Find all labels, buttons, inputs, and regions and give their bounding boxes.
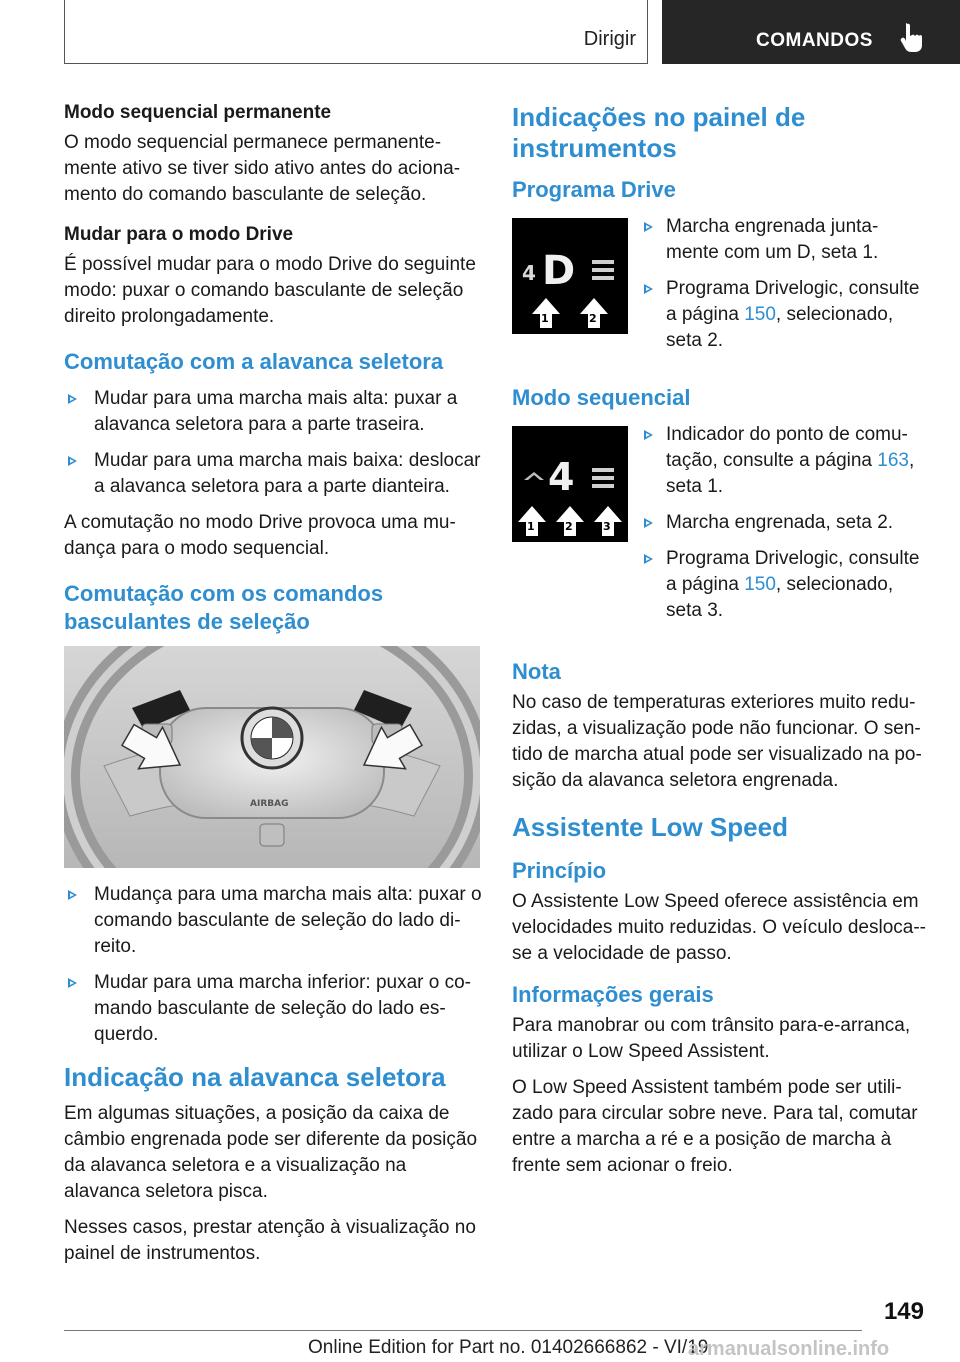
list-paddles xyxy=(64,882,482,1048)
heading-principle: Princípio xyxy=(512,858,607,883)
page-link[interactable]: 150 xyxy=(744,304,776,325)
heading-general-info: Informações gerais xyxy=(512,982,714,1007)
page-number: 149 xyxy=(883,1298,924,1325)
list-sequential-mode xyxy=(640,422,928,634)
paragraph-general-info-2: O Low Speed Assistent também pode ser utili-zado para circular sobre neve. Para tal, comutar entre a marcha a ré e a posição de marcha à frente sem acionar o freio. xyxy=(512,1077,918,1176)
chapter-tab[interactable] xyxy=(662,0,960,64)
triangle-bullet-icon xyxy=(68,456,77,466)
paragraph-general-info-1: Para manobrar ou com trânsito para-e-arranca, utilizar o Low Speed Assistent. xyxy=(512,1015,911,1062)
left-column xyxy=(64,100,482,1277)
section-label: Dirigir xyxy=(583,28,636,50)
drive-display-image xyxy=(512,218,628,334)
drive-program-block xyxy=(512,214,928,370)
page-link[interactable]: 150 xyxy=(744,574,776,595)
triangle-bullet-icon xyxy=(644,284,653,294)
triangle-bullet-icon xyxy=(644,554,653,564)
sequential-mode-block xyxy=(512,422,928,640)
heading-note: Nota xyxy=(512,659,561,684)
gear-digit: 4 xyxy=(548,455,575,499)
heading-selector-lever: Comutação com a alavanca seletora xyxy=(64,349,444,374)
page-link[interactable]: 163 xyxy=(877,450,909,471)
edition-text: Online Edition for Part no. 01402666862 - VI/19 xyxy=(308,1337,709,1358)
paragraph-switch-drive: É possível mudar para o modo Drive do seguinte modo: puxar o comando basculante de seleção direito prolongadamente. xyxy=(64,254,476,327)
list-item: Marcha engrenada junta-mente com um D, seta 1. xyxy=(640,214,928,266)
list-item: Mudar para uma marcha inferior: puxar o co-mando basculante de seleção do lado es-querdo. xyxy=(64,970,482,1048)
list-item: Indicador do ponto de comu-tação, consulte a página 163, seta 1. xyxy=(640,422,928,500)
heading-sequential-mode: Modo sequencial xyxy=(512,385,691,410)
list-item: Marcha engrenada, seta 2. xyxy=(640,510,928,536)
triangle-bullet-icon xyxy=(68,978,77,988)
paragraph-principle: O Assistente Low Speed oferece assistência em velocidades muito reduzidas. O veículo desloca--se a velocidade de passo. xyxy=(512,891,926,964)
heading-drive-program: Programa Drive xyxy=(512,177,676,202)
triangle-bullet-icon xyxy=(644,430,653,440)
right-column xyxy=(512,100,928,1189)
arrow-number: 1 xyxy=(527,520,535,533)
list-item: Mudança para uma marcha mais alta: puxar o comando basculante de seleção do lado di-reito. xyxy=(64,882,482,960)
paragraph-lever-indication-1: Em algumas situações, a posição da caixa de câmbio engrenada pode ser diferente da posição da alavanca seletora e a visualização na alavanca seletora pisca. xyxy=(64,1103,478,1202)
heading-instrument-panel: Indicações no painel de instrumentos xyxy=(512,102,806,163)
paragraph-selector-lever: A comutação no modo Drive provoca uma mu-dança para o modo sequencial. xyxy=(64,512,456,559)
heading-sequential-permanent: Modo sequencial permanente xyxy=(64,102,332,123)
triangle-bullet-icon xyxy=(644,518,653,528)
list-item: Mudar para uma marcha mais alta: puxar a alavanca seletora para a parte traseira. xyxy=(64,386,482,438)
pointing-hand-icon xyxy=(898,22,926,54)
list-drive-program xyxy=(640,214,928,364)
chapter-tab-label: COMANDOS xyxy=(756,30,873,51)
triangle-bullet-icon xyxy=(68,890,77,900)
arrow-number: 2 xyxy=(589,312,597,325)
list-selector-lever xyxy=(64,386,482,500)
gear-letter: D xyxy=(542,248,576,294)
list-item: Programa Drivelogic, consulte a página 150, selecionado, seta 3. xyxy=(640,546,928,624)
sequential-display-image xyxy=(512,426,628,542)
list-item: Mudar para uma marcha mais baixa: deslocar a alavanca seletora para a parte dianteira. xyxy=(64,448,482,500)
paragraph-lever-indication-2: Nesses casos, prestar atenção à visualização no painel de instrumentos. xyxy=(64,1217,476,1264)
list-item: Programa Drivelogic, consulte a página 150, selecionado, seta 2. xyxy=(640,276,928,354)
steering-wheel-illustration xyxy=(64,646,480,868)
heading-low-speed: Assistente Low Speed xyxy=(512,812,788,842)
heading-lever-indication: Indicação na alavanca seletora xyxy=(64,1062,446,1092)
paragraph-sequential: O modo sequencial permanece permanente-mente ativo se tiver sido ativo antes do aciona-mento do comando basculante de seleção. xyxy=(64,132,461,205)
header-frame xyxy=(64,0,648,64)
paragraph-note: No caso de temperaturas exteriores muito redu-zidas, a visualização pode não funcionar. O sen-tido de marcha atual pode ser visualizado na po-sição da alavanca seletora engrenada. xyxy=(512,692,922,791)
gear-small-digit: 4 xyxy=(522,261,536,285)
heading-switch-drive: Mudar para o modo Drive xyxy=(64,224,294,245)
arrow-number: 1 xyxy=(541,312,549,325)
triangle-bullet-icon xyxy=(644,222,653,232)
triangle-bullet-icon xyxy=(68,394,77,404)
arrow-number: 2 xyxy=(565,520,573,533)
footer-divider xyxy=(64,1330,862,1331)
watermark: armanualsonline.info xyxy=(688,1338,890,1360)
heading-paddles: Comutação com os comandos basculantes de seleção xyxy=(64,581,384,634)
arrow-number: 3 xyxy=(603,520,611,533)
airbag-label: AIRBAG xyxy=(250,799,289,809)
